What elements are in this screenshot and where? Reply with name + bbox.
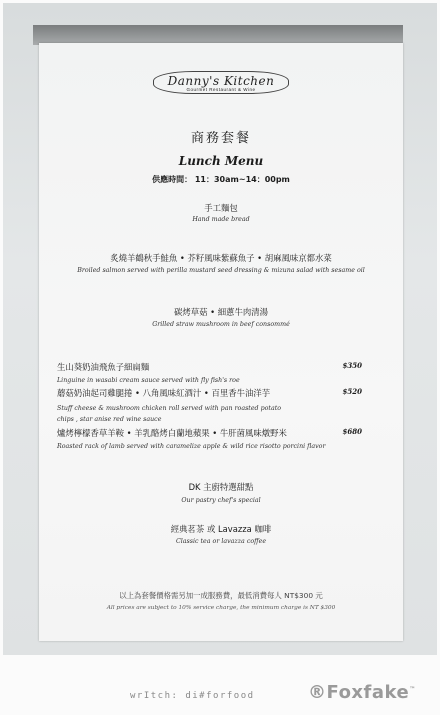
main-course-2-zh: 蘑菇奶油起司雞腿捲 • 八角風味紅酒汁 • 百里香牛油洋芋 bbox=[57, 388, 271, 398]
main-course-3 bbox=[57, 427, 362, 450]
main-course-3-price: $680 bbox=[342, 427, 362, 436]
dessert-en: Our pastry chef's special bbox=[181, 497, 261, 504]
service-charge-note-zh: 以上為套餐價格需另加一成服務費，最低消費每人 NT$300 元 bbox=[119, 591, 323, 600]
watermark-bar bbox=[0, 676, 440, 715]
course-bread-en: Hand made bread bbox=[192, 216, 250, 223]
serving-hours: 供應時間： 11：30am~14：00pm bbox=[152, 175, 290, 184]
main-course-3-en: Roasted rack of lamb served with caramelize apple & wild rice risotto porcini flavor bbox=[57, 443, 326, 450]
logo-name: Danny's Kitchen bbox=[167, 74, 275, 88]
course-salmon-en: Broiled salmon served with perilla mustard seed dressing & mizuna salad with sesame oil bbox=[77, 267, 365, 274]
menu-card bbox=[39, 43, 403, 641]
course-bread-zh: 手工麵包 bbox=[204, 203, 238, 213]
course-soup-zh: 碳烤草菇 • 細蔥牛肉清湯 bbox=[173, 307, 268, 317]
main-course-1-price: $350 bbox=[342, 361, 362, 370]
main-course-1 bbox=[57, 361, 362, 384]
restaurant-logo bbox=[39, 71, 403, 95]
watermark-brand bbox=[308, 682, 416, 703]
drink-en: Classic tea or lavazza coffee bbox=[175, 538, 267, 545]
main-course-1-zh: 生山葵奶油飛魚子細扁麵 bbox=[57, 362, 150, 372]
main-course-3-zh: 爐烤檸檬香草羊鞍 • 羊乳酪烤白蘭地蘋果 • 牛肝菌風味燉野米 bbox=[57, 428, 287, 438]
menu-title-zh: 商務套餐 bbox=[190, 131, 251, 146]
watermark-brand-text: ®Foxfake bbox=[308, 682, 410, 703]
main-course-2 bbox=[57, 387, 362, 425]
course-salmon-zh: 炙燒羊鶴秋手鮭魚 • 芥籽風味紫蘇魚子 • 胡麻風味京都水菜 bbox=[110, 253, 332, 263]
main-course-1-en: Linguine in wasabi cream sauce served with fly fish's roe bbox=[57, 377, 240, 384]
main-course-2-price: $520 bbox=[342, 387, 362, 396]
logo-oval bbox=[153, 71, 290, 94]
course-soup-en: Grilled straw mushroom in beef consommé bbox=[152, 321, 290, 328]
drink-zh: 經典茗茶 或 Lavazza 咖啡 bbox=[170, 524, 272, 534]
frame-shadow bbox=[33, 25, 403, 45]
menu-title-en: Lunch Menu bbox=[178, 154, 264, 168]
trademark-symbol: ™ bbox=[409, 686, 416, 693]
main-course-2-en: Stuff cheese & mushroom chicken roll served with pan roasted potato chips , star anise red wine sauce bbox=[57, 405, 282, 423]
menu-photo bbox=[3, 3, 437, 655]
logo-subtitle: Gourmet Restaurant & Wine bbox=[186, 87, 256, 92]
dessert-zh: DK 主廚特選甜點 bbox=[188, 482, 254, 492]
service-charge-note-en: All prices are subject to 10% service charge, the minimum charge is NT $300 bbox=[106, 605, 336, 611]
watermark-credit: wrItch: di#forfood bbox=[130, 691, 255, 701]
